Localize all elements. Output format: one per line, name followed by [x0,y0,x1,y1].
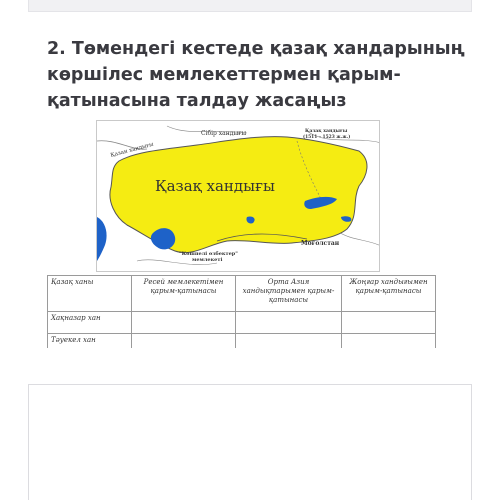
map-label-kazakh-khanate: Қазақ хандығы [155,177,275,195]
table-cell-khan: Хақназар хан [48,312,132,334]
previous-card [28,0,472,12]
caspian-sea [97,217,107,261]
map-label-kazakh-small: Қазақ хандығы [305,129,348,134]
header-russia: Ресей мемлекетімен қарым-қатынасы [132,276,236,312]
header-khan: Қазақ ханы [48,276,132,312]
map-label-sibir: Сібір хандығы [201,130,247,137]
table-cell [132,334,236,348]
map-label-years: (1511 – 1523 ж.ж.) [303,135,351,140]
header-central-asia: Орта Азия хандықтарымен қарым-қатынасы [236,276,342,312]
table-cell [342,334,436,348]
table-cell [236,334,342,348]
table-row [48,334,436,348]
table-cell [236,312,342,334]
map-label-uzbek-1: "Көшпелі өзбектер" [179,251,238,257]
map-svg [97,121,380,272]
table-cell-khan: Тәуекел хан [48,334,132,348]
table-header-row [48,276,436,312]
answer-card[interactable] [28,384,472,500]
historical-map [96,120,380,272]
table-cell [342,312,436,334]
table-cell [132,312,236,334]
map-label-moghulistan: Моғолстан [301,240,340,247]
map-label-uzbek-2: мемлекеті [192,257,223,263]
table-row [48,312,436,334]
header-jungar: Жоңғар хандығымен қарым-қатынасы [342,276,436,312]
analysis-table [47,275,436,348]
question-text: 2. Төмендегі кестеде қазақ хандарының көршілес мемлекеттермен қарым-қатынасына талдау жасаңыз [47,39,465,111]
map-label-kazan: Қазан хандығы [109,141,155,159]
